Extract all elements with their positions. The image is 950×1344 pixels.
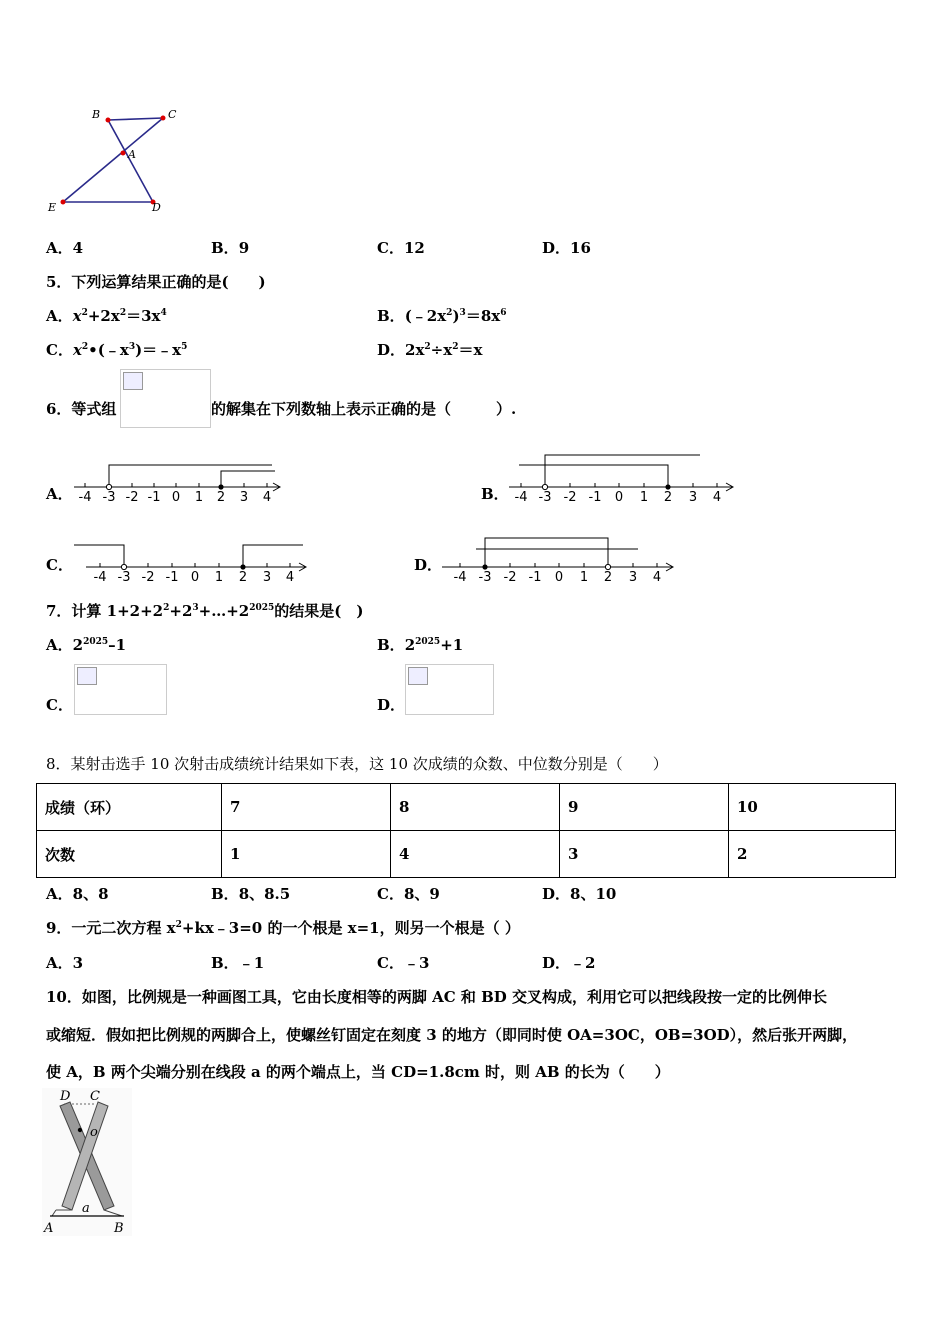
table-cell: 1 (222, 831, 391, 878)
q10-stem-line2: 或缩短．假如把比例规的两脚合上，使螺丝钉固定在刻度 3 的地方（即同时使 OA=3OC，OB=3OD），然后张开两脚， (46, 1026, 858, 1044)
table-cell: 7 (222, 784, 391, 831)
svg-text:a: a (82, 1201, 90, 1216)
svg-text:-4: -4 (453, 570, 467, 585)
svg-text:0: 0 (171, 490, 181, 505)
table-cell: 2 (729, 831, 896, 878)
q6-option-b-label[interactable]: B． (481, 485, 509, 503)
table-row (37, 831, 896, 878)
svg-text:-1: -1 (528, 570, 542, 585)
q6-option-d-numberline[interactable] (440, 533, 680, 588)
q4-option-b[interactable]: B．9 (211, 239, 250, 257)
q10-proportional-divider-figure (42, 1088, 132, 1236)
svg-text:2: 2 (603, 570, 613, 585)
q9-option-a[interactable]: A．3 (46, 954, 84, 972)
svg-text:3: 3 (239, 490, 249, 505)
svg-text:4: 4 (652, 570, 662, 585)
svg-text:-3: -3 (478, 570, 492, 585)
svg-text:0: 0 (554, 570, 564, 585)
svg-text:3: 3 (262, 570, 272, 585)
q5-option-d[interactable]: D．$2x^2\div x^2=x$ (377, 341, 483, 359)
q6-option-c-label[interactable]: C． (46, 556, 73, 574)
svg-text:2: 2 (663, 490, 673, 505)
q8-option-d[interactable]: D．8、10 (542, 885, 617, 903)
q7-option-b[interactable]: B．$2^{2025}+1$ (377, 636, 464, 654)
q4-option-c[interactable]: C．12 (377, 239, 425, 257)
q7-option-d-label[interactable]: D． (377, 696, 406, 714)
q6-option-d-label[interactable]: D． (414, 556, 443, 574)
svg-text:4: 4 (262, 490, 272, 505)
svg-text:-2: -2 (141, 570, 155, 585)
q9-option-c[interactable]: C．﹣3 (377, 954, 430, 972)
q9-stem: 9．一元二次方程 $x^2+kx﹣3=0$ 的一个根是 x=1，则另一个根是（ ） (46, 919, 520, 937)
svg-text:1: 1 (639, 490, 649, 505)
svg-text:1: 1 (194, 490, 204, 505)
svg-text:-4: -4 (93, 570, 107, 585)
q6-option-a-label[interactable]: A． (46, 485, 73, 503)
svg-text:A: A (44, 1221, 54, 1236)
svg-text:-2: -2 (125, 490, 139, 505)
q5-option-b[interactable]: B．$(﹣2x^2)^3=8x^6$ (377, 307, 507, 325)
table-cell: 8 (391, 784, 560, 831)
table-cell: 3 (560, 831, 729, 878)
svg-text:2: 2 (238, 570, 248, 585)
q8-option-b[interactable]: B．8、8.5 (211, 885, 291, 903)
q7-option-a[interactable]: A．$2^{2025}-1$ (46, 636, 127, 654)
q9-option-d[interactable]: D．﹣2 (542, 954, 596, 972)
svg-text:4: 4 (712, 490, 722, 505)
q4-option-a[interactable]: A．4 (46, 239, 84, 257)
broken-image-icon (408, 667, 428, 685)
q4-label-B: B (92, 108, 101, 121)
svg-text:-1: -1 (165, 570, 179, 585)
q4-option-d[interactable]: D．16 (542, 239, 591, 257)
svg-text:-3: -3 (102, 490, 116, 505)
q6-option-b-numberline[interactable] (507, 450, 739, 510)
q7-stem: 7．计算 $1+2+2^2+2^3+\dots+2^{2025}$的结果是( ) (46, 602, 364, 620)
table-row (37, 784, 896, 831)
svg-text:D: D (60, 1089, 71, 1104)
q10-stem-line1: 10．如图，比例规是一种画图工具，它由长度相等的两脚 AC 和 BD 交叉构成，利用它可以把线段按一定的比例伸长 (46, 988, 828, 1006)
svg-text:0: 0 (190, 570, 200, 585)
q6-stem-pre: 6．等式组 (46, 400, 117, 418)
q7-option-c-image (74, 664, 167, 715)
q6-inequality-image (120, 369, 211, 428)
svg-text:3: 3 (688, 490, 698, 505)
svg-text:-1: -1 (588, 490, 602, 505)
q4-label-C: C (168, 108, 177, 121)
q7-option-c-label[interactable]: C． (46, 696, 73, 714)
broken-image-icon (123, 372, 143, 390)
svg-text:1: 1 (579, 570, 589, 585)
svg-text:B: B (114, 1221, 124, 1236)
broken-image-icon (77, 667, 97, 685)
q10-stem-line3: 使 A，B 两个尖端分别在线段 a 的两个端点上，当 CD=1.8cm 时，则 AB 的长为（ ） (46, 1063, 670, 1081)
svg-text:C: C (90, 1089, 100, 1104)
svg-text:3: 3 (628, 570, 638, 585)
table-cell: 4 (391, 831, 560, 878)
q6-option-c-numberline[interactable] (72, 538, 312, 588)
q6-stem-post: 的解集在下列数轴上表示正确的是（ ）. (211, 400, 517, 418)
svg-text:-2: -2 (503, 570, 517, 585)
svg-text:-3: -3 (117, 570, 131, 585)
svg-text:-3: -3 (538, 490, 552, 505)
q5-option-a[interactable]: A．$x^2+2x^2=3x^4$ (46, 307, 167, 325)
svg-text:0: 0 (614, 490, 624, 505)
q5-stem: 5．下列运算结果正确的是( ) (46, 273, 266, 291)
q8-stem: 8．某射击选手 10 次射击成绩统计结果如下表，这 10 次成绩的众数、中位数分别是（ ） (46, 755, 668, 773)
table-cell: 10 (729, 784, 896, 831)
q5-option-c[interactable]: C．$x^2•(﹣x^3)=﹣x^5$ (46, 341, 188, 359)
q4-label-D: D (152, 201, 161, 214)
q4-label-A: A (128, 148, 136, 161)
svg-text:2: 2 (216, 490, 226, 505)
svg-text:o: o (90, 1125, 98, 1140)
q8-option-c[interactable]: C．8、9 (377, 885, 440, 903)
q8-score-table (36, 783, 896, 878)
svg-text:-1: -1 (147, 490, 161, 505)
q9-option-b[interactable]: B．﹣1 (211, 954, 265, 972)
svg-text:1: 1 (214, 570, 224, 585)
svg-text:-2: -2 (563, 490, 577, 505)
table-cell: 成绩（环） (37, 784, 222, 831)
svg-text:4: 4 (285, 570, 295, 585)
q4-figure (40, 100, 200, 225)
q8-option-a[interactable]: A．8、8 (46, 885, 109, 903)
q6-option-a-numberline[interactable] (72, 460, 287, 510)
svg-text:-4: -4 (514, 490, 528, 505)
q4-label-E: E (48, 201, 57, 214)
q7-option-d-image (405, 664, 494, 715)
table-cell: 9 (560, 784, 729, 831)
table-cell: 次数 (37, 831, 222, 878)
svg-text:-4: -4 (78, 490, 92, 505)
